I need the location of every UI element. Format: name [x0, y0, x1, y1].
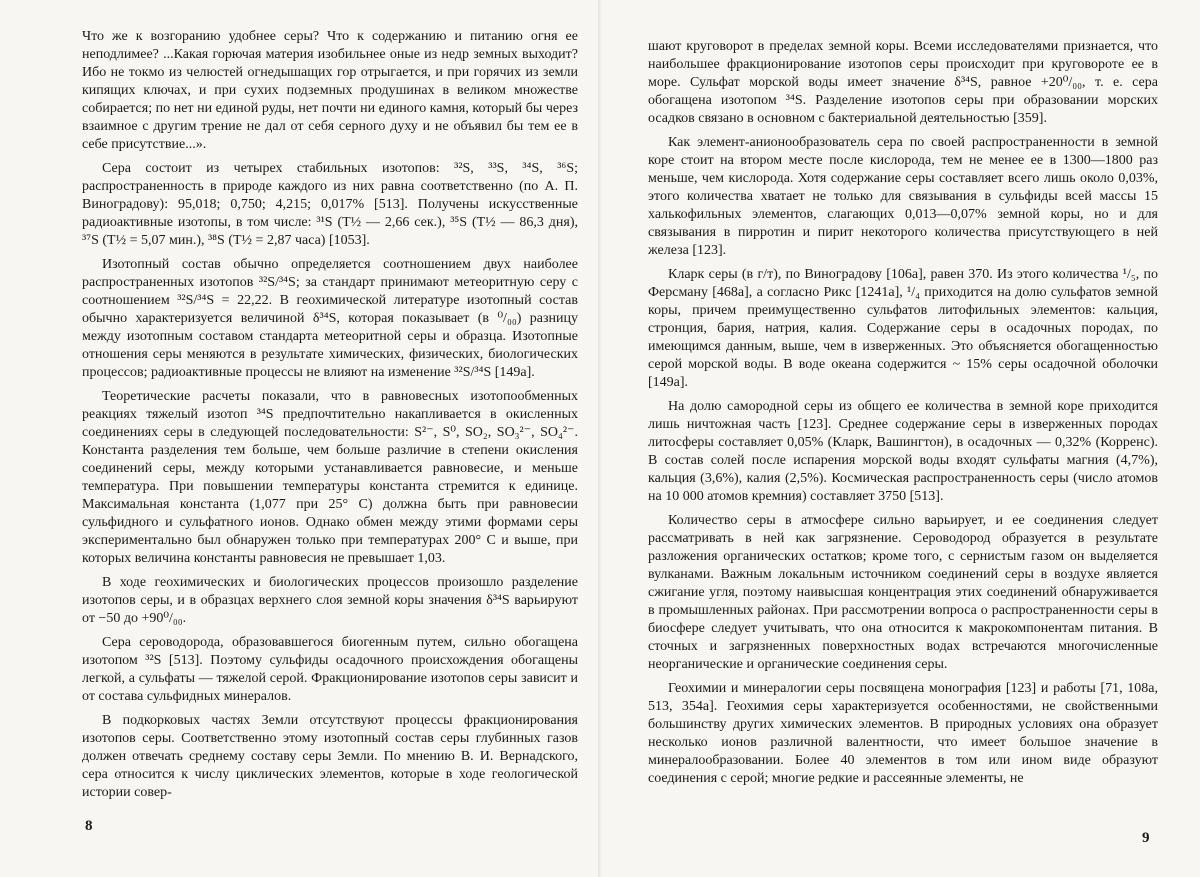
paragraph: шают круговорот в пределах земной коры. Всеми исследователями признается, что наибольшее фракционирование изотопов серы происходит при круговороте ее в море. Сульфат морской воды имеет значение δ³⁴S, равное +20⁰/₀₀, т. е. сера обогащена изотопом ³⁴S. Разделение изотопов серы при образовании морских осадков связано в основном с бактериальной деятельностью [359]. — [648, 39, 1158, 126]
paragraph: В ходе геохимических и биологических процессов произошло разделение изотопов серы, и в образцах верхнего слоя земной коры значения δ³⁴S варьируют от −50 до +90⁰/₀₀. — [82, 575, 578, 626]
page-number: 8 — [85, 818, 93, 834]
paragraph: Сера сероводорода, образовавшегося биогенным путем, сильно обогащена изотопом ³²S [513]. Поэтому сульфиды осадочного происхождения обогащены легкой, а сульфаты — тяжелой серой. Фракционирование изотопов серы зависит и от состава сульфидных минералов. — [82, 635, 578, 704]
paragraph: В подкорковых частях Земли отсутствуют процессы фракционирования изотопов серы. Соответственно этому изотопный состав серы глубинных газов должен отвечать среднему составу серы Земли. По мнению В. И. Вернадского, сера относится к числу циклических элементов, которые в ходе геологической истории совер- — [82, 713, 578, 800]
page-number: 9 — [1142, 830, 1150, 846]
paragraph: Изотопный состав обычно определяется соотношением двух наиболее распространенных изотопов ³²S/³⁴S; за стандарт принимают метеоритную серу с соотношением ³²S/³⁴S = 22,22. В геохимической литературе изотопный состав обычно характеризуется величиной δ³⁴S, которая показывает (в ⁰/₀₀) разницу между изотопным составом стандарта метеоритной серы и образца. Изотопные отношения серы меняются в результате химических, физических, биологических процессов; радиоактивные процессы не влияют на изменение ³²S/³⁴S [149а]. — [82, 257, 578, 380]
right-page-text — [648, 38, 1158, 788]
paragraph: Сера состоит из четырех стабильных изотопов: ³²S, ³³S, ³⁴S, ³⁶S; распространенность в природе каждого из них равна соответственно (по А. П. Виноградову): 95,018; 0,750; 4,215; 0,017% [513]. Получены искусственные радиоактивные изотопы, в том числе: ³¹S (T½ — 2,66 сек.), ³⁵S (T½ — 86,3 дня), ³⁷S (T½ = 5,07 мин.), ³⁸S (T½ = 2,87 часа) [1053]. — [82, 161, 578, 248]
paragraph: Теоретические расчеты показали, что в равновесных изотопообменных реакциях тяжелый изотоп ³⁴S предпочтительно накапливается в окисленных соединениях серы в следующей последовательности: S²⁻, S⁰, SO₂, SO₃²⁻, SO₄²⁻. Константа разделения тем больше, чем больше различие в степени окисления соединений серы, между которыми устанавливается равновесие, и меньше температура. При повышении температуры константа стремится к единице. Максимальная константа (1,077 при 25° С) должна быть при равновесии сульфидного и сульфатного ионов. Однако обмен между этими формами серы экспериментально был обнаружен только при температурах 200° С и выше, при которых величина константы равновесия не превышает 1,03. — [82, 389, 579, 566]
right-page — [600, 0, 1200, 877]
paragraph: Кларк серы (в г/т), по Виноградову [106а], равен 370. Из этого количества ¹/₅, по Ферсману [468а], а согласно Рикс [1241а], ¹/₄ приходится на долю сульфатов земной коры, причем преимущественно сульфатов литофильных элементов: кальция, стронция, бария, натрия, калия. Содержание серы в осадочных породах, по имеющимся данным, выше, чем в изверженных. Это объясняется обогащенностью серой морской воды. В воде океана содержится ~ 15% серы осадочной оболочки [149а]. — [648, 267, 1158, 390]
paragraph: Как элемент-анионообразователь сера по своей распространенности в земной коре стоит на втором месте после кислорода, тем не менее ее в 1300—1800 раз меньше, чем кислорода. Хотя содержание серы составляет всего лишь около 0,03%, этого количества хватает не только для связывания в сульфиды всей массы 15 халькофильных элементов, слагающих 0,013—0,07% земной коры, но и для связывания в пирротин и пирит некоторого количества присутствующего в ней железа [123]. — [648, 135, 1158, 258]
paragraph: Количество серы в атмосфере сильно варьирует, и ее соединения следует рассматривать в ней как загрязнение. Сероводород образуется в результате разложения органических остатков; кроме того, с сернистым газом он выделяется вулканами. Важным локальным источником соединений серы в воздухе является сжигание угля, поэтому наивысшая концентрация этих соединений обнаруживается в промышленных районах. При рассмотрении вопроса о распространенности серы в биосфере следует учитывать, что она относится к макрокомпонентам питания. В сточных и загрязненных поверхностных водах встречаются многочисленные неорганические и органические соединения серы. — [648, 513, 1158, 672]
paragraph: Что же к возгоранию удобнее серы? Что к содержанию и питанию огня ее неподлимее? ...Какая горючая материя изобильнее оные из недр земных выходит? Ибо не токмо из челюстей огнедышащих гор отрыгается, и при горячих из земли кипящих ключах, и при сухих подземных продушинах в великом множестве собирается; по нет ни единой руды, нет почти ни единого камня, который бы через взаимное с другим трение не дал от себя серного духу и не объявил бы тем ее в себе присутствие...». — [82, 29, 578, 152]
paragraph: На долю самородной серы из общего ее количества в земной коре приходится лишь ничтожная часть [123]. Среднее содержание серы в изверженных породах литосферы составляет 0,05% (Кларк, Вашингтон), в осадочных — 0,32% (Корренс). В состав солей после испарения морской воды входят сульфаты магния (4,7%), кальция (3,6%), калия (2,5%). Космическая распространенность серы (число атомов на 10 000 атомов кремния) составляет 3750 [513]. — [648, 399, 1158, 504]
left-page-text — [82, 28, 578, 802]
paragraph: Геохимии и минералогии серы посвящена монография [123] и работы [71, 108а, 513, 354а]. Геохимия серы характеризуется особенностями, не свойственными большинству других химических элементов. В природных условиях она образует несколько ионов различной валентности, что имеет большое значение в минералообразовании. Более 40 элементов в том или ином виде образуют соединения с серой; многие редкие и рассеянные элементы, не — [648, 681, 1158, 786]
